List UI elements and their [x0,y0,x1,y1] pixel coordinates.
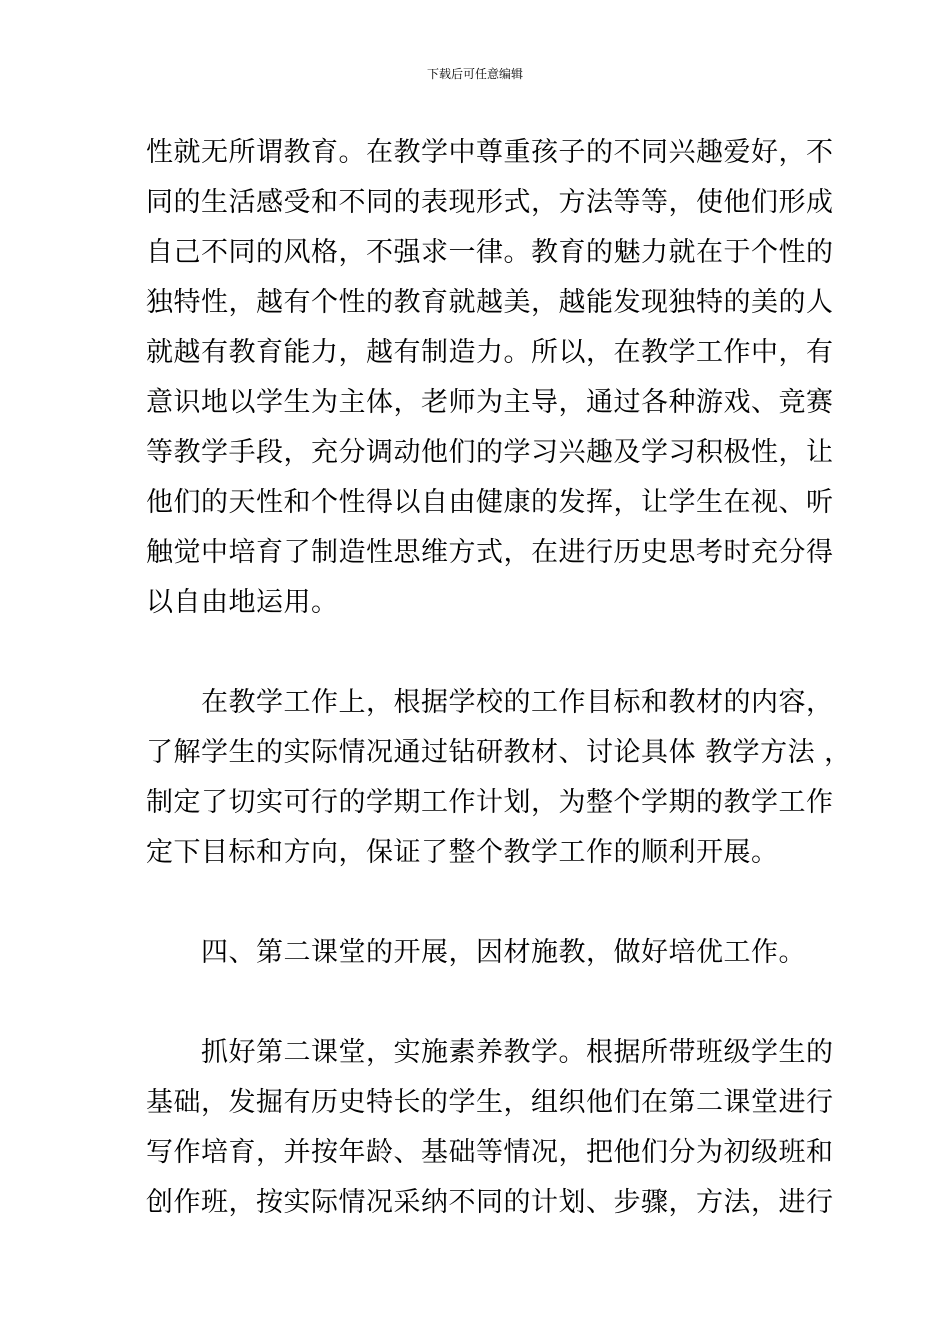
paragraph-gap [146,878,826,928]
paragraph-gap [146,628,826,678]
text-line: 等教学手段，充分调动他们的学习兴趣及学习积极性，让 [146,437,834,468]
text-line: 制定了切实可行的学期工作计划，为整个学期的教学工作 [146,787,834,818]
text-line: 在教学工作上，根据学校的工作目标和教材的内容， [146,687,834,718]
text-line: 性就无所谓教育。在教学中尊重孩子的不同兴趣爱好，不 [146,137,834,168]
text-line: 独特性，越有个性的教育就越美，越能发现独特的美的人 [146,287,834,318]
text-line: 以自由地运用。 [146,587,339,618]
text-line: 同的生活感受和不同的表现形式，方法等等，使他们形成 [146,187,834,218]
page-header: 下载后可任意编辑 [426,67,523,81]
text-line: 触觉中培育了制造性思维方式，在进行历史思考时充分得 [146,537,834,568]
text-line: 意识地以学生为主体，老师为主导，通过各种游戏、竞赛 [146,387,834,418]
heading-line: 四、第二课堂的开展，因材施教，做好培优工作。 [146,937,806,968]
text-line: 基础，发掘有历史特长的学生，组织他们在第二课堂进行 [146,1087,834,1118]
text-line: 创作班，按实际情况采纳不同的计划、步骤，方法，进行 [146,1187,834,1218]
text-line: 写作培育，并按年龄、基础等情况，把他们分为初级班和 [146,1137,834,1168]
text-line: 定下目标和方向，保证了整个教学工作的顺利开展。 [146,837,779,868]
text-line: 了解学生的实际情况通过钻研教材、讨论具体 教学方法 ， [146,737,852,768]
text-line: 自己不同的风格，不强求一律。教育的魅力就在于个性的 [146,237,834,268]
text-line: 他们的天性和个性得以自由健康的发挥，让学生在视、听 [146,487,834,518]
section-heading [146,928,826,978]
text-line: 就越有教育能力，越有制造力。所以，在教学工作中，有 [146,337,834,368]
paragraph-gap [146,978,826,1028]
document-body [146,128,852,1228]
text-line: 抓好第二课堂，实施素养教学。根据所带班级学生的 [146,1037,834,1068]
paragraph-1 [146,128,834,628]
paragraph-3 [146,1028,834,1228]
paragraph-2 [146,678,852,878]
